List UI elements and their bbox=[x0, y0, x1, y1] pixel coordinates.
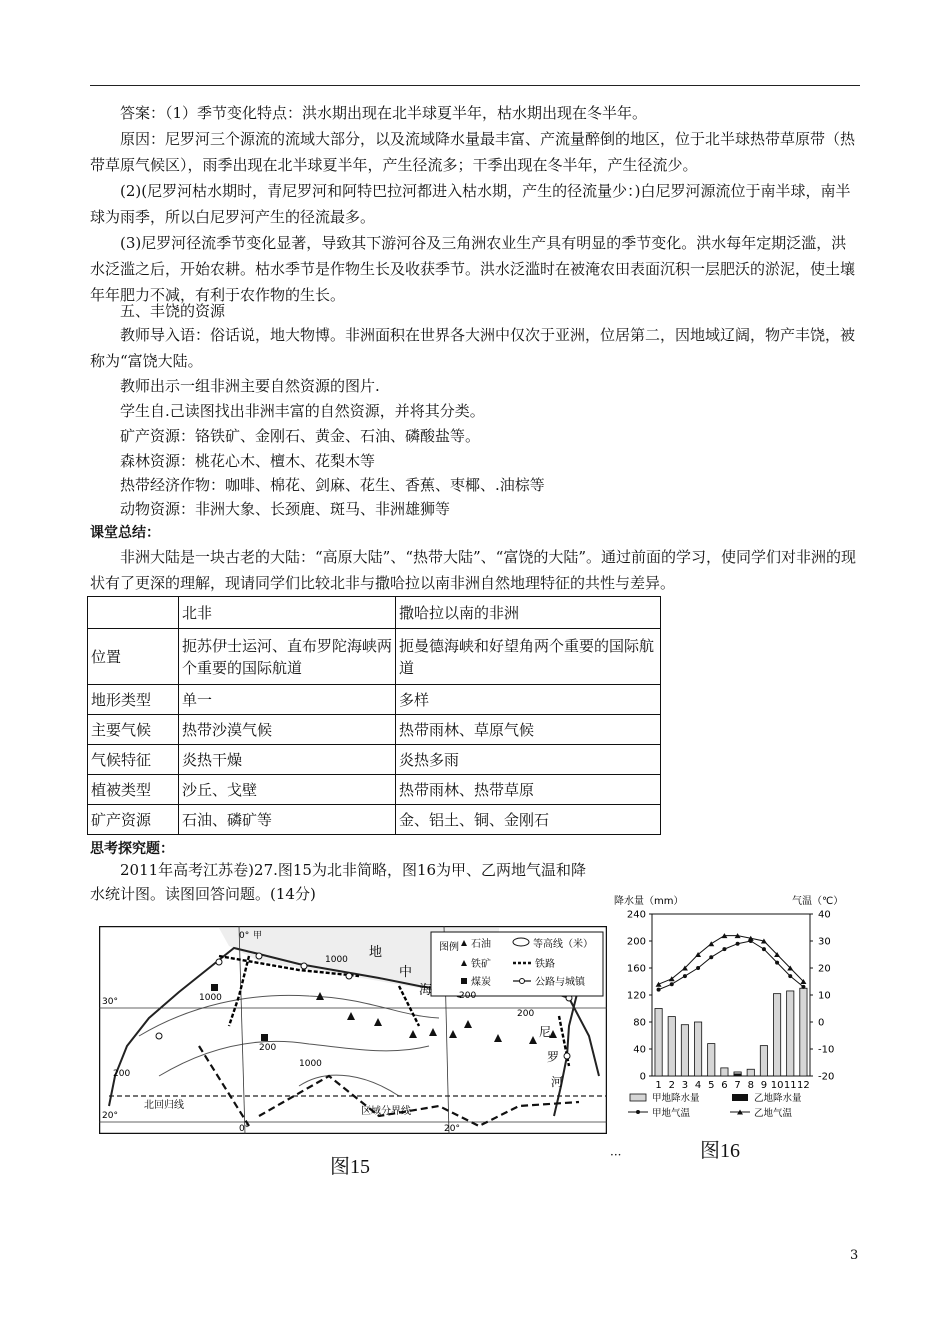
temp-point-jia bbox=[736, 942, 740, 946]
legend-jia-precip: 甲地降水量 bbox=[652, 1093, 700, 1104]
chart-ylabel-right: 气温（℃） bbox=[792, 896, 844, 907]
legend-jia-temp-marker bbox=[636, 1110, 640, 1114]
precip-bar-yi bbox=[734, 1074, 741, 1076]
map-label-luo: 罗 bbox=[547, 1050, 560, 1064]
temp-point-jia bbox=[696, 966, 700, 970]
map-label-zhong: 中 bbox=[399, 965, 413, 980]
x-tick-label: 7 bbox=[734, 1080, 741, 1091]
resources-mineral: 矿产资源：铬铁矿、金刚石、黄金、石油、磷酸盐等。 bbox=[120, 427, 481, 445]
precip-bar-jia bbox=[773, 994, 780, 1076]
x-tick-label: 10 bbox=[770, 1080, 784, 1091]
explore-question: 2011年高考江苏卷)27.图15为北非简略，图16为甲、乙两地气温和降水统计图。读图回答问题。(14分) bbox=[90, 861, 587, 903]
y-right-tick-label: 0 bbox=[818, 1017, 825, 1029]
x-tick-label: 2 bbox=[668, 1080, 675, 1091]
map-label-ni: 尼 bbox=[539, 1025, 552, 1039]
temp-point-yi bbox=[656, 982, 662, 987]
table-cell: 植被类型 bbox=[88, 775, 179, 805]
map-label-contour-1000c: 1000 bbox=[325, 955, 348, 965]
y-right-tick-label: 10 bbox=[818, 990, 831, 1002]
resources-task: 学生自.己读图找出非洲丰富的自然资源，并将其分类。 bbox=[120, 402, 485, 420]
precip-bar-jia bbox=[681, 1025, 688, 1076]
map-label-lat-20: 20° bbox=[102, 1111, 118, 1121]
map-label-contour-1000b: 1000 bbox=[299, 1059, 322, 1069]
comparison-table bbox=[87, 596, 661, 835]
y-left-tick-label: 0 bbox=[639, 1071, 646, 1083]
map-caption: 图15 bbox=[330, 1156, 370, 1178]
answer-line-4: (3)尼罗河径流季节变化显著，导致其下游河谷及三角洲农业生产具有明显的季节变化。洪水每年定期泛滥，洪水泛滥之后，开始农耕。枯水季节是作物生长及收获季节。洪水泛滥时在被淹农田表面沉积一层肥沃的淤泥，使土壤年年肥力不减，有利于农作物的生长。 bbox=[90, 234, 856, 304]
table-header-row bbox=[88, 597, 661, 629]
map-label-lon-0-top: 0° bbox=[239, 931, 250, 941]
table-header-cell: 撒哈拉以南的非洲 bbox=[396, 597, 661, 629]
temp-line-jia bbox=[659, 941, 804, 990]
table-cell: 热带雨林、热带草原 bbox=[396, 775, 661, 805]
resources-forest: 森林资源：桃花心木、檀木、花梨木等 bbox=[120, 452, 376, 470]
dots-mark: ··· bbox=[610, 1148, 622, 1162]
legend-jia-temp: 甲地气温 bbox=[652, 1108, 691, 1119]
legend-yi-precip: 乙地降水量 bbox=[754, 1093, 802, 1104]
table-header-cell bbox=[88, 597, 179, 629]
table-row bbox=[88, 775, 661, 805]
map-label-lon-20-bottom: 20° bbox=[444, 1124, 460, 1134]
map-label-hai: 海 bbox=[419, 983, 433, 998]
summary-heading: 课堂总结： bbox=[90, 525, 160, 541]
y-left-tick-label: 200 bbox=[626, 936, 646, 948]
answer-line-1: 答案：（1）季节变化特点：洪水期出现在北半球夏半年，枯水期出现在冬半年。 bbox=[120, 104, 648, 122]
temp-point-jia bbox=[722, 947, 726, 951]
resources-animals: 动物资源：非洲大象、长颈鹿、斑马、非洲雄狮等 bbox=[120, 500, 451, 518]
legend-title: 图例 bbox=[439, 942, 459, 953]
map-label-contour-200b: 200 bbox=[517, 1009, 535, 1019]
temp-point-jia bbox=[762, 947, 766, 951]
table-cell: 金、铝土、铜、金刚石 bbox=[396, 805, 661, 835]
map-label-tropic: 北回归线 bbox=[144, 1100, 184, 1111]
precip-bar-jia bbox=[668, 1017, 675, 1076]
temp-point-jia bbox=[657, 988, 661, 992]
table-cell: 多样 bbox=[396, 685, 661, 715]
table-cell: 主要气候 bbox=[88, 715, 179, 745]
legend-oil: 石油 bbox=[471, 939, 491, 950]
table-cell: 位置 bbox=[88, 629, 179, 685]
table-row bbox=[88, 715, 661, 745]
x-tick-label: 6 bbox=[721, 1080, 728, 1091]
legend-yi-temp: 乙地气温 bbox=[754, 1108, 793, 1119]
y-right-tick-label: 30 bbox=[818, 936, 831, 948]
table-cell: 热带沙漠气候 bbox=[179, 715, 396, 745]
map-label-contour-200d: 200 bbox=[459, 991, 477, 1001]
page-number: 3 bbox=[850, 1248, 859, 1263]
x-tick-label: 12 bbox=[797, 1080, 810, 1091]
legend-iron: 铁矿 bbox=[471, 959, 491, 970]
table-cell: 单一 bbox=[179, 685, 396, 715]
table-row bbox=[88, 629, 661, 685]
map-label-lat-30: 30° bbox=[102, 997, 118, 1007]
x-tick-label: 5 bbox=[708, 1080, 715, 1091]
y-left-tick-label: 120 bbox=[626, 990, 646, 1002]
y-right-tick-label: -10 bbox=[818, 1044, 835, 1056]
header-rule bbox=[90, 85, 860, 86]
table-row bbox=[88, 745, 661, 775]
map-label-jia: 甲 bbox=[253, 931, 263, 941]
y-left-tick-label: 80 bbox=[633, 1017, 646, 1029]
chart-ylabel-left: 降水量（mm） bbox=[614, 896, 684, 907]
y-right-tick-label: -20 bbox=[818, 1071, 835, 1083]
precip-bar-jia bbox=[655, 1009, 662, 1077]
north-africa-map bbox=[99, 926, 607, 1134]
precip-bar-jia bbox=[721, 1068, 728, 1076]
table-cell: 扼曼德海峡和好望角两个重要的国际航道 bbox=[396, 629, 661, 685]
x-tick-label: 4 bbox=[694, 1080, 702, 1091]
table-cell: 扼苏伊士运河、直布罗陀海峡两个重要的国际航道 bbox=[179, 629, 396, 685]
precip-bar-jia bbox=[708, 1044, 715, 1076]
resources-heading: 五、丰饶的资源 bbox=[120, 302, 226, 320]
table-cell: 炎热多雨 bbox=[396, 745, 661, 775]
temp-point-jia bbox=[775, 961, 779, 965]
town-legend-icon bbox=[520, 979, 525, 984]
map-label-di: 地 bbox=[369, 945, 383, 960]
legend-railway: 铁路 bbox=[535, 959, 555, 970]
table-cell: 热带雨林、草原气候 bbox=[396, 715, 661, 745]
legend-road-town: 公路与城镇 bbox=[535, 977, 585, 988]
x-tick-label: 1 bbox=[655, 1080, 662, 1091]
legend-jia-precip-swatch bbox=[630, 1094, 646, 1101]
x-tick-label: 9 bbox=[760, 1080, 768, 1091]
chart-bars bbox=[655, 988, 807, 1076]
x-tick-label: 3 bbox=[681, 1080, 689, 1091]
chart-caption: 图16 bbox=[700, 1140, 740, 1162]
temp-point-jia bbox=[788, 974, 792, 978]
map-label-contour-200c: 200 bbox=[113, 1069, 131, 1079]
map-label-lon-0-bottom: 0° bbox=[239, 1124, 250, 1134]
y-left-tick-label: 40 bbox=[633, 1044, 646, 1056]
resources-intro: 教师导入语：俗话说，地大物博。非洲面积在世界各大洲中仅次于亚洲，位居第二，因地域辽阔，物产丰饶，被称为“富饶大陆。 bbox=[90, 326, 856, 370]
table-cell: 气候特征 bbox=[88, 745, 179, 775]
x-tick-label: 11 bbox=[783, 1080, 797, 1091]
map-label-contour-200a: 200 bbox=[259, 1043, 277, 1053]
legend-coal: 煤炭 bbox=[471, 977, 491, 988]
map-label-boundary: 区域分界线 bbox=[361, 1106, 411, 1117]
precip-bar-jia bbox=[747, 1069, 754, 1076]
answer-line-3: (2)(尼罗河枯水期时，青尼罗河和阿特巴拉河都进入枯水期，产生的径流量少：)白尼罗河源流位于南半球，南半球为雨季，所以白尼罗河产生的径流最多。 bbox=[90, 182, 851, 226]
x-tick-label: 8 bbox=[747, 1080, 754, 1091]
temp-point-jia bbox=[670, 982, 674, 986]
map-label-he: 河 bbox=[551, 1075, 564, 1089]
summary-text: 非洲大陆是一块古老的大陆：“高原大陆”、“热带大陆”、“富饶的大陆”。通过前面的学习，使同学们对非洲的现状有了更深的理解，现请同学们比较北非与撒哈拉以南非洲自然地理特征的共性与差异。 bbox=[90, 548, 857, 592]
precip-bar-jia bbox=[760, 1046, 767, 1076]
table-header-cell: 北非 bbox=[179, 597, 396, 629]
precip-bar-jia bbox=[787, 991, 794, 1076]
map-label-contour-1000a: 1000 bbox=[199, 993, 222, 1003]
temp-point-jia bbox=[709, 955, 713, 959]
precip-bar-jia bbox=[800, 988, 807, 1076]
resources-crops: 热带经济作物：咖啡、棉花、剑麻、花生、香蕉、枣椰、.油棕等 bbox=[120, 476, 545, 494]
y-right-tick-label: 20 bbox=[818, 963, 831, 975]
y-right-tick-label: 40 bbox=[818, 909, 831, 921]
temp-point-jia bbox=[683, 974, 687, 978]
table-cell: 矿产资源 bbox=[88, 805, 179, 835]
y-left-tick-label: 240 bbox=[626, 909, 646, 921]
coal-legend-icon bbox=[461, 978, 467, 984]
table-row bbox=[88, 685, 661, 715]
climate-chart bbox=[610, 890, 860, 1130]
table-cell: 地形类型 bbox=[88, 685, 179, 715]
table-cell: 石油、磷矿等 bbox=[179, 805, 396, 835]
explore-heading: 思考探究题： bbox=[90, 841, 174, 857]
precip-bar-jia bbox=[694, 1022, 701, 1076]
answer-line-2: 原因：尼罗河三个源流的流域大部分，以及流域降水量最丰富、产流量醉倒的地区，位于北半球热带草原带（热带草原气候区），雨季出现在北半球夏半年，产生径流多；干季出现在冬半年，产生径流少。 bbox=[90, 130, 856, 174]
legend-contour: 等高线（米） bbox=[533, 939, 593, 950]
temp-line-yi bbox=[659, 936, 804, 985]
table-cell: 炎热干燥 bbox=[179, 745, 396, 775]
resources-show: 教师出示一组非洲主要自然资源的图片. bbox=[120, 377, 380, 395]
legend-yi-precip-swatch bbox=[732, 1094, 748, 1101]
chart-lines bbox=[656, 933, 807, 992]
table-cell: 沙丘、戈壁 bbox=[179, 775, 396, 805]
table-row bbox=[88, 805, 661, 835]
temp-point-jia bbox=[801, 985, 805, 989]
y-left-tick-label: 160 bbox=[626, 963, 646, 975]
